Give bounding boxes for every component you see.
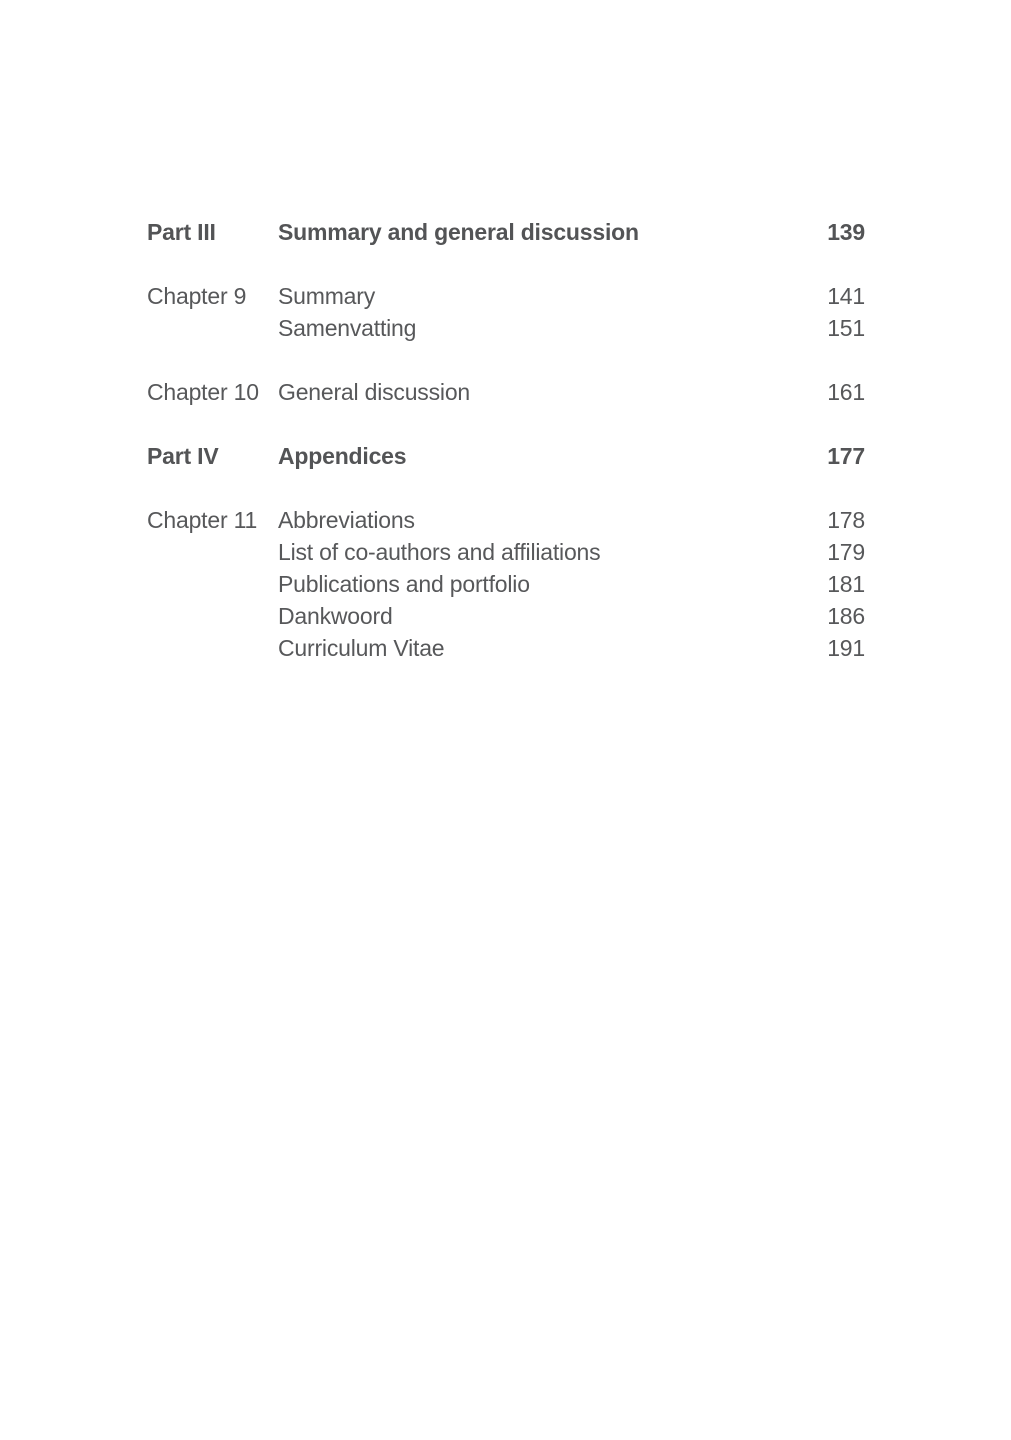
toc-section-chapter-11 xyxy=(147,504,865,664)
part-label: Part III xyxy=(147,219,216,245)
chapter-label: Chapter 11 xyxy=(147,507,258,533)
chapter-label: Chapter 10 xyxy=(147,379,259,405)
entry-page-number: 141 xyxy=(827,283,865,309)
toc-entry-row xyxy=(147,376,865,408)
toc-section-part-3 xyxy=(147,216,865,248)
part-page-number: 139 xyxy=(827,219,865,245)
toc-entry-row xyxy=(147,312,865,344)
entry-page-number: 151 xyxy=(827,315,865,341)
entry-title: List of co-authors and affiliations xyxy=(278,539,601,565)
part-title: Summary and general discussion xyxy=(278,219,639,245)
toc-entry-row xyxy=(147,536,865,568)
toc-part-row xyxy=(147,216,865,248)
toc-section-chapter-10 xyxy=(147,376,865,408)
entry-page-number: 191 xyxy=(827,635,865,661)
entry-title: Dankwoord xyxy=(278,603,393,629)
entry-title: Publications and portfolio xyxy=(278,571,530,597)
toc-entry-row xyxy=(147,632,865,664)
toc-part-row xyxy=(147,440,865,472)
toc-entry-row xyxy=(147,568,865,600)
entry-page-number: 161 xyxy=(827,379,865,405)
chapter-label: Chapter 9 xyxy=(147,283,247,309)
entry-page-number: 178 xyxy=(827,507,865,533)
entry-page-number: 186 xyxy=(827,603,865,629)
part-label: Part IV xyxy=(147,443,219,469)
toc-section-part-4 xyxy=(147,440,865,472)
toc-section-chapter-9 xyxy=(147,280,865,344)
entry-title: Summary xyxy=(278,283,376,309)
entry-page-number: 181 xyxy=(827,571,865,597)
table-of-contents xyxy=(147,216,865,696)
entry-title: Curriculum Vitae xyxy=(278,635,445,661)
entry-title: Samenvatting xyxy=(278,315,417,341)
part-title: Appendices xyxy=(278,443,407,469)
toc-entry-row xyxy=(147,504,865,536)
toc-entry-row xyxy=(147,600,865,632)
entry-title: Abbreviations xyxy=(278,507,415,533)
entry-title: General discussion xyxy=(278,379,471,405)
part-page-number: 177 xyxy=(827,443,865,469)
entry-page-number: 179 xyxy=(827,539,865,565)
toc-entry-row xyxy=(147,280,865,312)
